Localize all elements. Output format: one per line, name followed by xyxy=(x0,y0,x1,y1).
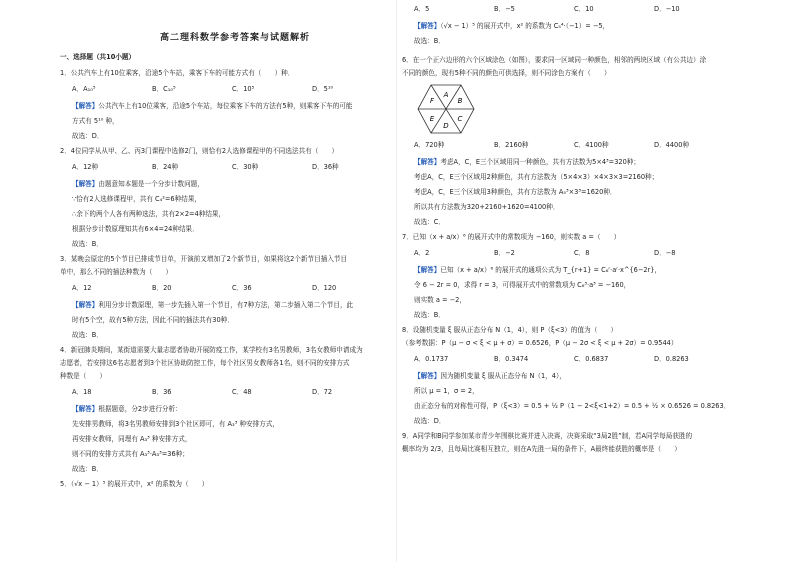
option-c: C．36 xyxy=(232,284,252,292)
answer-line: 【解答】考虑A，C，E三个区域用同一种颜色，共有方法数为5×4³=320种； xyxy=(414,158,640,166)
option-d: D．120 xyxy=(312,284,337,292)
question-text: 不同的颜色，现有5种不同的颜色可供选择，则不同涂色方案有（ ） xyxy=(402,69,611,77)
answer-line: 【解答】公共汽车上有10位乘客，沿途5个车站，每位乘客下车的方法有5种，则乘客下车的可能 xyxy=(72,102,353,110)
question-text: 6．在一个正六边形的六个区域涂色（如图），要求同一区域同一种颜色，相邻的两块区域（有公共边）涂 xyxy=(402,56,707,64)
option-d: D．72 xyxy=(312,388,333,396)
answer-tag: 【解答】 xyxy=(72,301,99,309)
answer-tag: 【解答】 xyxy=(414,266,441,274)
option-d: D．0.8263 xyxy=(654,355,689,363)
question-text: （参考数据：P（μ − σ < ξ < μ + σ）= 0.6526，P（μ − 2σ < ξ < μ + 2σ）= 0.9544） xyxy=(402,339,678,347)
option-d: D．−8 xyxy=(654,249,676,257)
option-a: A．2 xyxy=(414,249,430,257)
option-b: B．2160种 xyxy=(494,141,529,149)
option-a: A．0.1737 xyxy=(414,355,449,363)
option-b: B．C₁₀⁵ xyxy=(152,85,176,93)
left-column xyxy=(60,0,410,492)
answer-line: 考虑A，C，E三个区域用3种颜色，共有方法数为 A₅³×3³=1620种． xyxy=(414,188,617,196)
question-text: 9．A同学和B同学参加某市青少年围棋比赛并进入决赛，决赛采取“3局2胜”制，若A同学每局获胜的 xyxy=(402,432,693,440)
option-b: B．−5 xyxy=(494,5,515,13)
option-d: D．−10 xyxy=(654,5,680,13)
options xyxy=(414,354,752,365)
answer-line: 则不同的安排方式共有 A₃³·A₃³=36种； xyxy=(72,450,189,458)
question-9 xyxy=(402,431,752,455)
options xyxy=(414,4,752,15)
answer-line: 所以共有方法数为320+2160+1620=4100种． xyxy=(414,203,560,211)
answer-tag: 【解答】 xyxy=(414,372,441,380)
question-3 xyxy=(60,254,410,341)
option-c: C．10⁵ xyxy=(232,85,255,93)
options xyxy=(72,162,410,173)
option-a: A．5 xyxy=(414,5,430,13)
question-6 xyxy=(402,55,752,228)
question-text: 种数是（ ） xyxy=(60,372,107,380)
option-c: C．0.6837 xyxy=(574,355,609,363)
answer-line: 【解答】由题意知本题是一个分步计数问题， xyxy=(72,180,204,188)
option-b: B．36 xyxy=(152,388,172,396)
answer-line: 【解答】（√x − 1）⁵ 的展开式中，x² 的系数为 C₅⁴·（−1）= −5， xyxy=(414,22,610,30)
question-8 xyxy=(402,325,752,427)
option-b: B．24种 xyxy=(152,163,179,171)
answer-line: 考虑A，C，E三个区域用2种颜色，共有方法数为（5×4×3）×4×3×3=2160种； xyxy=(414,173,659,181)
option-b: B．−2 xyxy=(494,249,515,257)
option-d: D．4400种 xyxy=(654,141,690,149)
question-2 xyxy=(60,146,410,250)
answer-line: 故选：B． xyxy=(414,311,445,319)
region-label-a: A xyxy=(443,91,449,99)
question-5-continued xyxy=(402,4,752,47)
page-title: 高二理科数学参考答案与试题解析 xyxy=(159,33,310,43)
answer-line: 则实数 a = −2， xyxy=(414,296,466,304)
answer-line: 由正态分布的对称性可得，P（ξ<3）= 0.5 + ½ P（1 − 2<ξ<1+2）= 0.5 + ½ × 0.6526 = 0.8263． xyxy=(414,402,731,410)
answer-line: 【解答】利用分步计数原理，第一步先插入第一个节目，有7种方法，第二步插入第二个节目，此 xyxy=(72,301,354,309)
question-text: 8．设随机变量 ξ 服从正态分布 N（1，4），则 P（ξ<3）的值为（ ） xyxy=(402,326,618,334)
option-c: C．8 xyxy=(574,249,590,257)
hexagon-figure xyxy=(416,83,476,135)
region-label-b: B xyxy=(457,97,463,105)
question-text: 4．新冠肺炎期间，某街道需要大量志愿者协助开展防疫工作，某学校有3名男教师，3名女教师申请成为 xyxy=(60,346,363,354)
answer-line: 先安排男教师，将3名男教师安排到3个社区即可，有 A₃³ 种安排方式， xyxy=(72,420,280,428)
question-text: 概率均为 2/3，且每局比赛相互独立，则在A先胜一局的条件下，A最终能获胜的概率是（ ） xyxy=(402,445,681,453)
question-7 xyxy=(402,232,752,321)
answer-line: 所以 μ = 1，σ = 2， xyxy=(414,387,479,395)
answer-line: 【解答】根据题意，分2步进行分析： xyxy=(72,405,182,413)
answer-line: 方式有 5¹⁰ 种， xyxy=(72,117,119,125)
options xyxy=(414,140,752,151)
answer-tag: 【解答】 xyxy=(414,158,441,166)
question-text: 3．某晚会原定的5个节目已排成节目单，开演前又增加了2个新节目，如果将这2个新节目插入节目 xyxy=(60,255,348,263)
options xyxy=(72,283,410,294)
section-heading: 一、选择题（共10小题） xyxy=(60,53,136,61)
option-d: D．36种 xyxy=(312,163,339,171)
option-c: C．10 xyxy=(574,5,594,13)
option-c: C．30种 xyxy=(232,163,259,171)
answer-line: 【解答】已知（x + a/x）⁶ 的展开式的通项公式为 T_{r+1} = C₆ʳ·aʳ·x^{6−2r}， xyxy=(414,266,662,274)
option-c: C．48 xyxy=(232,388,252,396)
question-text: 7．已知（x + a/x）⁶ 的展开式中的常数项为 −160，则实数 a =（ ） xyxy=(402,233,621,241)
region-label-c: C xyxy=(457,115,463,123)
question-text: 1．公共汽车上有10位乘客，沿途5个车站，乘客下车的可能方式有（ ）种． xyxy=(60,69,295,77)
question-text: 单中，那么不同的插法种数为（ ） xyxy=(60,268,173,276)
answer-line: 再安排女教师，同理有 A₃³ 种安排方式， xyxy=(72,435,192,443)
option-a: A．18 xyxy=(72,388,92,396)
option-b: B．20 xyxy=(152,284,172,292)
answer-line: 故选：B． xyxy=(72,331,103,339)
option-c: C．4100种 xyxy=(574,141,609,149)
question-text: 2．4位同学从从甲、乙、丙3门课程中选修2门，则恰有2人选修课程甲的不同选法共有（ ） xyxy=(60,147,339,155)
answer-line: 故选：C． xyxy=(414,218,445,226)
answer-tag: 【解答】 xyxy=(72,180,99,188)
region-label-e: E xyxy=(429,115,435,123)
region-label-f: F xyxy=(429,97,435,105)
right-column xyxy=(402,4,752,457)
answer-line: ∵恰有2人选修课程甲，共有 C₄²=6种结果， xyxy=(72,195,202,203)
answer-line: 故选：B． xyxy=(414,37,445,45)
question-text: 志愿者，若安排这6名志愿者到3个社区协助防控工作，每个社区男女教师各1名，则不同的安排方式 xyxy=(60,359,350,367)
answer-line: 故选：D． xyxy=(414,417,446,425)
answer-tag: 【解答】 xyxy=(72,102,99,110)
option-a: A．12种 xyxy=(72,163,99,171)
answer-tag: 【解答】 xyxy=(414,22,441,30)
answer-line: ∴余下的两个人各有两种选法，共有2×2=4种结果， xyxy=(72,210,226,218)
answer-line: 故选：D． xyxy=(72,132,104,140)
option-a: A．720种 xyxy=(414,141,445,149)
options xyxy=(414,248,752,259)
option-a: A．12 xyxy=(72,284,92,292)
answer-line: 根据分步计数原理知共有6×4=24种结果． xyxy=(72,225,199,233)
option-b: B．0.3474 xyxy=(494,355,529,363)
question-1 xyxy=(60,68,410,142)
hexagon-diagram xyxy=(416,83,476,135)
answer-line: 【解答】因为随机变量 ξ 服从正态分布 N（1，4）， xyxy=(414,372,566,380)
option-d: D．5¹⁰ xyxy=(312,85,334,93)
answer-line: 故选：B． xyxy=(72,465,103,473)
question-4 xyxy=(60,345,410,475)
options xyxy=(72,387,410,398)
answer-tag: 【解答】 xyxy=(72,405,99,413)
answer-line: 故选：B． xyxy=(72,240,103,248)
answer-line: 令 6 − 2r = 0，求得 r = 3，可得展开式中的常数项为 C₆³·a³ = −160， xyxy=(414,281,631,289)
answer-line: 时有5个空，故有5种方法，因此不同的插法共有30种． xyxy=(72,316,234,324)
question-5: 5．（√x − 1）⁵ 的展开式中，x² 的系数为（ ） xyxy=(60,480,209,488)
options xyxy=(72,84,410,95)
option-a: A．A₁₀⁵ xyxy=(72,85,96,93)
region-label-d: D xyxy=(443,122,449,130)
